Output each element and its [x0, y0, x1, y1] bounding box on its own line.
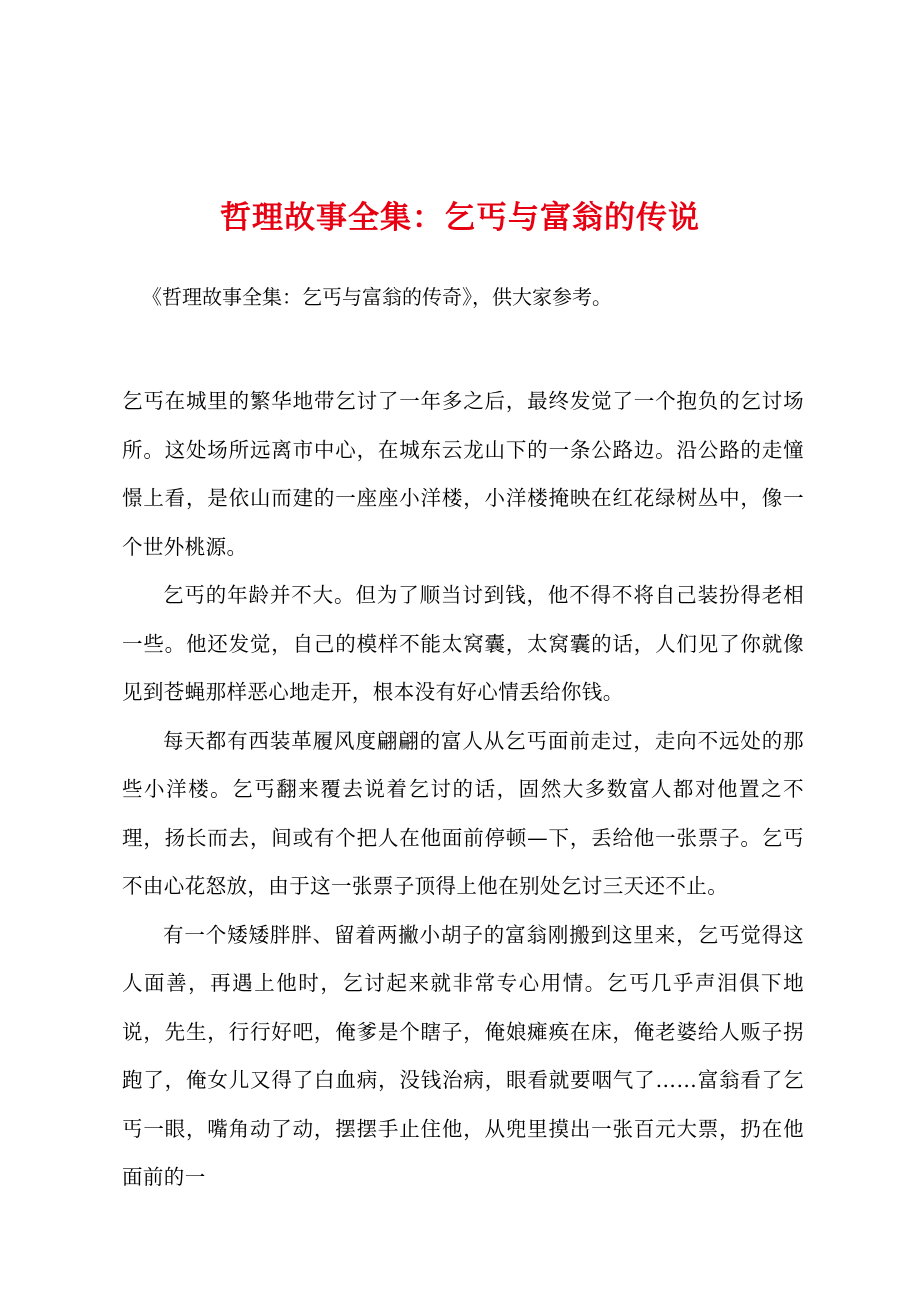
document-body: [122, 377, 804, 1202]
paragraph-2: 乞丐的年龄并不大。但为了顺当讨到钱，他不得不将自己装扮得老相一些。他还发觉，自己的模样不能太窝囊，太窝囊的话，人们见了你就像见到苍蝇那样恶心地走开，根本没有好心情丢给你钱。: [122, 583, 804, 704]
document-title: 哲理故事全集：乞丐与富翁的传说: [220, 200, 700, 236]
paragraph-3: 每天都有西装革履风度翩翩的富人从乞丐面前走过，走向不远处的那些小洋楼。乞丐翻来覆去说着乞讨的话，固然大多数富人都对他置之不理，扬长而去，间或有个把人在他面前停顿—下，丢给他一张票子。乞丐不由心花怒放，由于这一张票子顶得上他在别处乞讨三天还不止。: [122, 728, 804, 898]
document-intro: 《哲理故事全集：乞丐与富翁的传奇》，供大家参考。: [142, 285, 612, 309]
paragraph-1: 乞丐在城里的繁华地带乞讨了一年多之后，最终发觉了一个抱负的乞讨场所。这处场所远离市中心，在城东云龙山下的一条公路边。沿公路的走憧憬上看，是依山而建的一座座小洋楼，小洋楼掩映在红花绿树丛中，像一个世外桃源。: [122, 389, 804, 559]
paragraph-4: 有一个矮矮胖胖、留着两撇小胡子的富翁刚搬到这里来，乞丐觉得这人面善，再遇上他时，乞讨起来就非常专心用情。乞丐几乎声泪俱下地说，先生，行行好吧，俺爹是个瞎子，俺娘瘫痪在床，俺老婆给人贩子拐跑了，俺女儿又得了白血病，没钱治病，眼看就要咽气了……富翁看了乞丐一眼，嘴角动了动，摆摆手止住他，从兜里摸出一张百元大票，扔在他面前的一: [122, 922, 804, 1189]
